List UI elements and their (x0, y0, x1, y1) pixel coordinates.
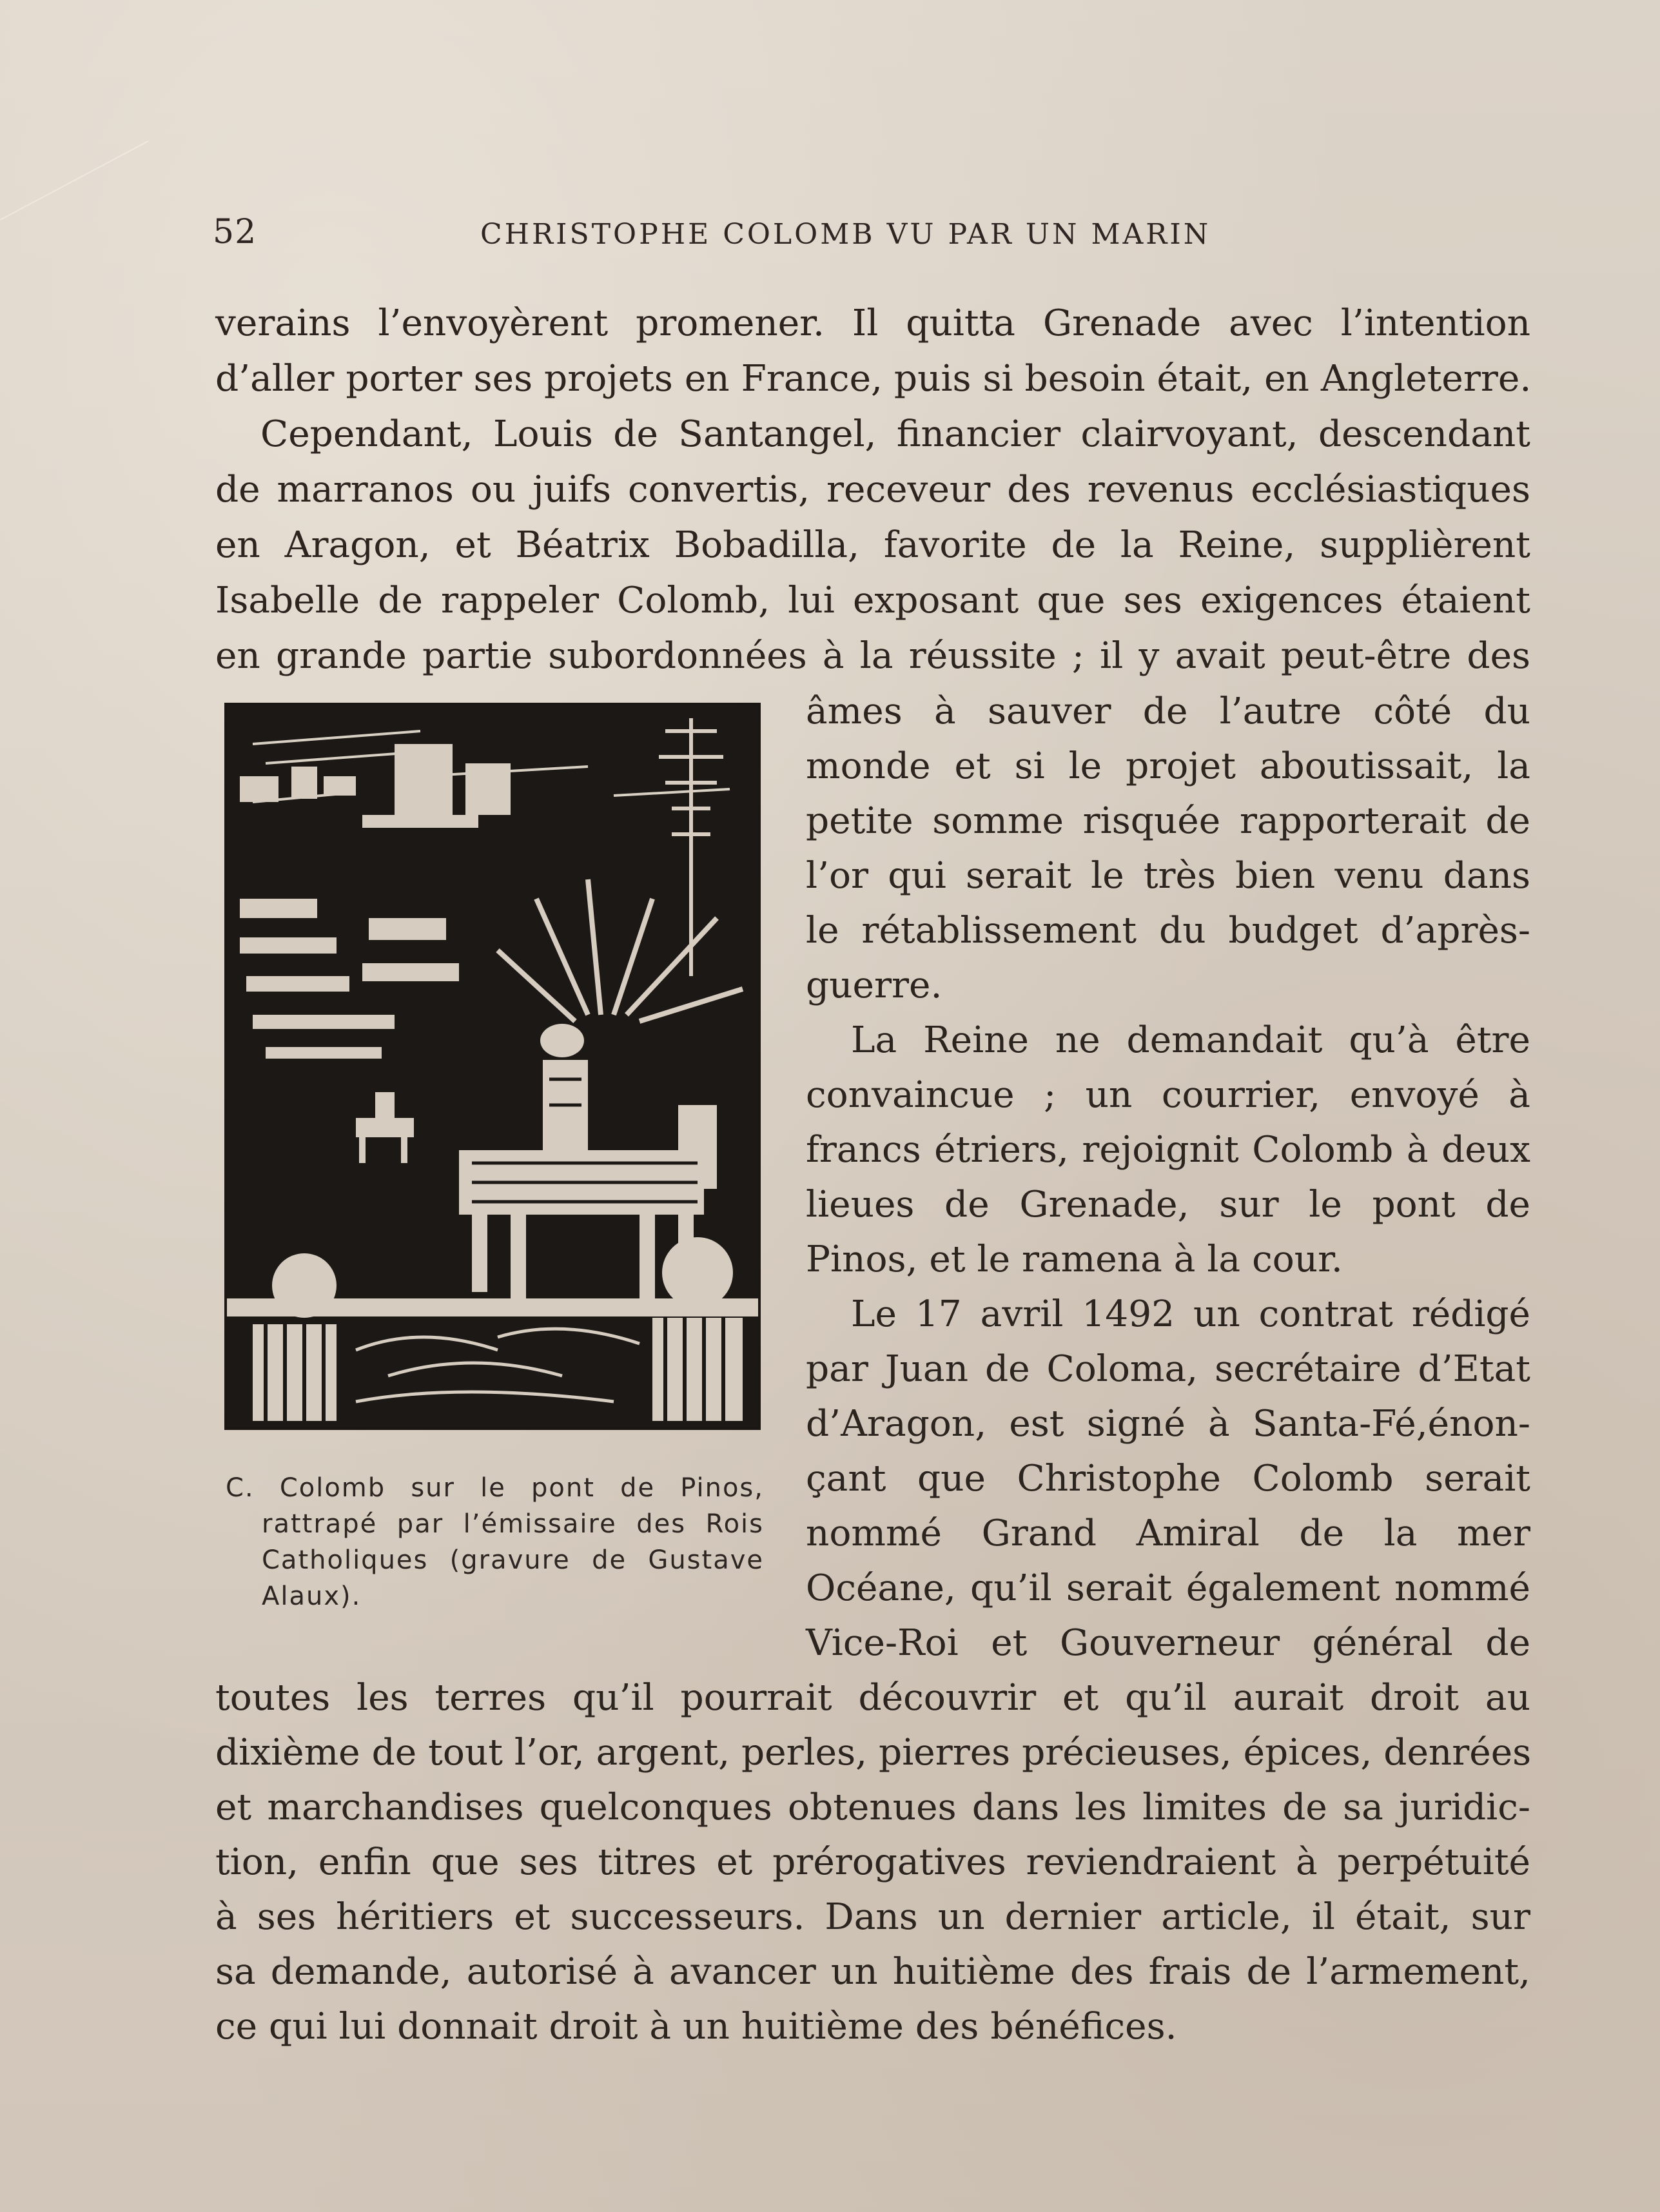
text-line: sa demande, autorisé à avancer un huitième des frais de l’armement, (215, 1951, 1530, 1993)
text-line: guerre. (806, 964, 942, 1006)
text-line: d’Aragon, est signé à Santa-Fé,énon- (806, 1403, 1530, 1445)
text-line: et marchandises quelconques obtenues dans les limites de sa juridic- (215, 1786, 1530, 1828)
text-line: dixième de tout l’or, argent, perles, pierres précieuses, épices, denrées (215, 1732, 1532, 1774)
paper-crease (0, 141, 149, 220)
text-line: Isabelle de rappeler Colomb, lui exposant que ses exigences étaient (215, 580, 1530, 622)
text-line: nommé Grand Amiral de la mer (806, 1512, 1530, 1554)
text-line: çant que Christophe Colomb serait (806, 1458, 1530, 1500)
paragraph-start-line: Cependant, Louis de Santangel, financier clairvoyant, descendant (260, 413, 1530, 455)
text-line: tion, enfin que ses titres et prérogatives reviendraient à perpétuité (215, 1841, 1530, 1883)
paragraph-start-line: Le 17 avril 1492 un contrat rédigé (851, 1293, 1530, 1335)
text-line: à ses héritiers et successeurs. Dans un dernier article, il était, sur (215, 1896, 1530, 1938)
woodcut-engraving (227, 705, 758, 1427)
text-line: par Juan de Coloma, secrétaire d’Etat (806, 1348, 1530, 1390)
text-line: l’or qui serait le très bien venu dans (806, 855, 1530, 897)
text-line: monde et si le projet aboutissait, la (806, 745, 1530, 787)
illustration-caption (226, 1470, 764, 1614)
text-line: en grande partie subordonnées à la réussite ; il y avait peut-être des (215, 635, 1530, 677)
running-title: CHRISTOPHE COLOMB VU PAR UN MARIN (480, 218, 1211, 251)
text-line: francs étriers, rejoignit Colomb à deux (806, 1129, 1530, 1171)
page-number: 52 (213, 213, 257, 251)
paragraph-start-line: La Reine ne demandait qu’à être (851, 1019, 1530, 1061)
text-line: Océane, qu’il serait également nommé (806, 1567, 1530, 1609)
text-line: convaincue ; un courrier, envoyé à (806, 1074, 1530, 1116)
text-line: en Aragon, et Béatrix Bobadilla, favorite de la Reine, supplièrent (215, 524, 1530, 566)
text-line: ce qui lui donnait droit à un huitième des bénéfices. (215, 2006, 1177, 2048)
text-line: Vice-Roi et Gouverneur général de (806, 1622, 1530, 1664)
caption-line: Catholiques (gravure de Gustave (262, 1545, 764, 1575)
text-line: d’aller porter ses projets en France, puis si besoin était, en Angleterre. (215, 358, 1532, 400)
caption-line: rattrapé par l’émissaire des Rois (262, 1509, 764, 1539)
woodcut-illustration (224, 703, 761, 1430)
caption-line: Alaux). (262, 1581, 362, 1611)
text-line: toutes les terres qu’il pourrait découvrir et qu’il aurait droit au (215, 1677, 1530, 1719)
running-head (213, 213, 1264, 251)
text-line: Pinos, et le ramena à la cour. (806, 1238, 1343, 1280)
text-line: âmes à sauver de l’autre côté du (806, 690, 1530, 732)
text-line: lieues de Grenade, sur le pont de (806, 1184, 1530, 1226)
text-line: verains l’envoyèrent promener. Il quitta Grenade avec l’intention (215, 302, 1530, 344)
text-line: petite somme risquée rapporterait de (806, 800, 1530, 842)
text-line: de marranos ou juifs convertis, receveur des revenus ecclésiastiques (215, 469, 1530, 511)
text-line: le rétablissement du budget d’après- (806, 910, 1530, 952)
caption-line: C. Colomb sur le pont de Pinos, (226, 1473, 764, 1503)
